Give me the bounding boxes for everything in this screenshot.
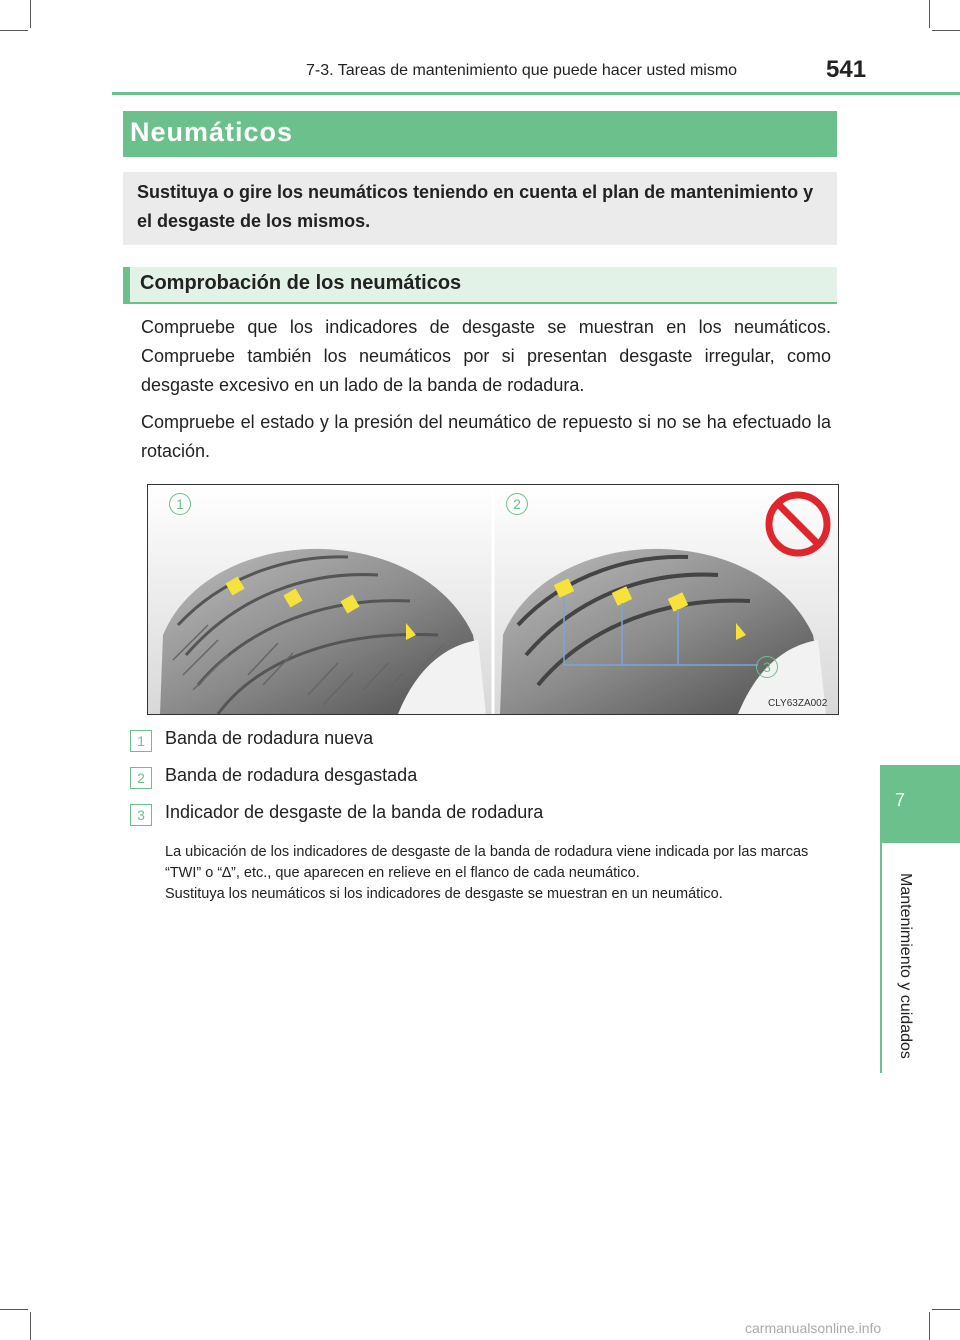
side-rule	[880, 843, 882, 1073]
chapter-label: Mantenimiento y cuidados	[897, 873, 914, 1059]
item-number: 2	[130, 767, 152, 789]
crop-mark	[30, 1312, 31, 1340]
item-number: 1	[130, 730, 152, 752]
item-label: Indicador de desgaste de la banda de rodadura	[165, 802, 544, 822]
header-rule	[112, 92, 960, 95]
running-header: 7-3. Tareas de mantenimiento que puede hacer usted mismo	[306, 62, 738, 79]
paragraph: Compruebe el estado y la presión del neumático de repuesto si no se ha efectuado la rotación.	[141, 412, 831, 461]
subsection-title: Comprobación de los neumáticos	[140, 272, 462, 294]
tire-wear-figure	[147, 484, 839, 715]
figure-callout-3: 3	[756, 656, 778, 678]
tire-illustration	[148, 485, 838, 714]
crop-mark	[30, 0, 31, 28]
intro-text: Sustituya o gire los neumáticos teniendo en cuenta el plan de mantenimiento y el desgaste de los mismos.	[137, 182, 814, 231]
paragraph: Compruebe que los indicadores de desgaste se muestran en los neumáticos. Compruebe también los neumáticos por si presentan desgaste irregular, como desgaste excesivo en un lado de la banda de rodadura.	[141, 317, 831, 395]
subsection-accent	[123, 267, 130, 304]
chapter-number: 7	[894, 790, 905, 810]
crop-mark	[0, 30, 28, 31]
page-number: 541	[826, 56, 867, 83]
crop-mark	[929, 0, 930, 28]
item-label: Banda de rodadura nueva	[165, 728, 374, 748]
figure-callout-2: 2	[506, 493, 528, 515]
image-code: CLY63ZA002	[768, 698, 828, 709]
crop-mark	[932, 1309, 960, 1310]
note-line: La ubicación de los indicadores de desgaste de la banda de rodadura viene indicada por las marcas “TWI” o “∆”, etc., que aparecen en relieve en el flanco de cada neumático.	[165, 844, 809, 881]
item-number: 3	[130, 804, 152, 826]
crop-mark	[0, 1309, 28, 1310]
note-line: Sustituya los neumáticos si los indicadores de desgaste se muestran en un neumático.	[165, 886, 723, 902]
figure-callout-1: 1	[169, 493, 191, 515]
item-label: Banda de rodadura desgastada	[165, 765, 418, 785]
section-title: Neumáticos	[130, 117, 294, 147]
note-text	[165, 842, 835, 905]
crop-mark	[932, 30, 960, 31]
crop-mark	[929, 1312, 930, 1340]
footer-watermark: carmanualsonline.info	[745, 1320, 882, 1336]
